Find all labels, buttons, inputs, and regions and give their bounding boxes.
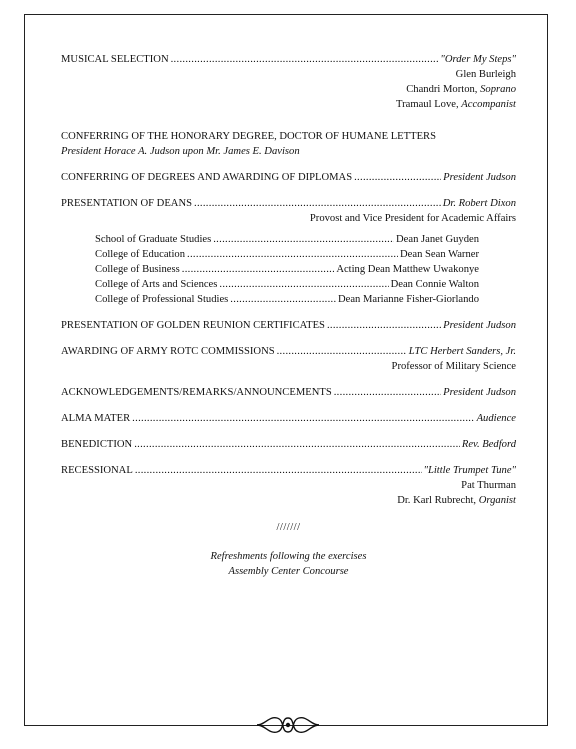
musical-selection-title: "Order My Steps"	[440, 54, 516, 65]
deans-label: PRESENTATION OF DEANS	[61, 198, 192, 209]
benediction-row	[61, 437, 516, 452]
acknowledgements-who: President Judson	[443, 387, 516, 398]
composer: Glen Burleigh	[455, 69, 516, 80]
honorary-degree-label: CONFERRING OF THE HONORARY DEGREE, DOCTOR OF HUMANE LETTERS	[61, 131, 437, 142]
soloist: Chandri Morton, Soprano	[406, 84, 516, 95]
deans-who-title: Provost and Vice President for Academic Affairs	[309, 213, 516, 224]
leader-dots	[277, 344, 407, 359]
benediction-who: Rev. Bedford	[461, 439, 516, 450]
program-content	[61, 52, 516, 579]
golden-reunion-who: President Judson	[443, 320, 516, 331]
accompanist: Tramaul Love, Accompanist	[396, 99, 516, 110]
benediction-label: BENEDICTION	[61, 439, 133, 450]
rotc-who-title: Professor of Military Science	[391, 361, 516, 372]
recessional-composer: Pat Thurman	[461, 480, 516, 491]
dean-list-item: College of Business ..... Acting Dean Matthew Uwakonye	[95, 262, 479, 277]
rotc-row	[61, 344, 516, 359]
degrees-row	[61, 170, 516, 185]
degrees-who: President Judson	[443, 172, 516, 183]
dean-list-item: College of Professional Studies ..... Dean Marianne Fisher-Giorlando	[95, 292, 479, 307]
musical-selection-label: MUSICAL SELECTION	[61, 54, 169, 65]
dean-list-item: College of Arts and Sciences ..... Dean Connie Walton	[95, 277, 479, 292]
leader-dots	[132, 411, 474, 426]
acknowledgements-row	[61, 385, 516, 400]
leader-dots	[171, 52, 439, 67]
rotc-label: AWARDING OF ARMY ROTC COMMISSIONS	[61, 346, 275, 357]
leader-dots	[354, 170, 441, 185]
alma-mater-who: Audience	[476, 413, 516, 424]
golden-reunion-row	[61, 318, 516, 333]
organist: Dr. Karl Rubrecht, Organist	[397, 495, 516, 506]
golden-reunion-label: PRESENTATION OF GOLDEN REUNION CERTIFICATES	[61, 320, 325, 331]
recessional-label: RECESSIONAL	[61, 465, 133, 476]
footer-line-2: Assembly Center Concourse	[228, 566, 349, 577]
dean-list-item: College of Education ..... Dean Sean Warner	[95, 247, 479, 262]
acknowledgements-label: ACKNOWLEDGEMENTS/REMARKS/ANNOUNCEMENTS	[61, 387, 332, 398]
alma-mater-row	[61, 411, 516, 426]
leader-dots	[135, 463, 422, 478]
leader-dots	[134, 437, 460, 452]
alma-mater-label: ALMA MATER	[61, 413, 131, 424]
musical-selection-row	[61, 52, 516, 67]
recessional-title: "Little Trumpet Tune"	[423, 465, 516, 476]
recessional-row	[61, 463, 516, 478]
leader-dots	[334, 385, 441, 400]
dean-list	[61, 232, 516, 307]
deans-who: Dr. Robert Dixon	[442, 198, 516, 209]
section-separator: ///////	[276, 522, 301, 533]
honorary-degree-detail: President Horace A. Judson upon Mr. James E. Davison	[61, 146, 300, 157]
leader-dots	[327, 318, 441, 333]
deans-row	[61, 196, 516, 211]
dean-list-item: School of Graduate Studies ..... Dean Janet Guyden	[95, 232, 479, 247]
flourish-ornament-icon	[255, 712, 321, 738]
leader-dots	[194, 196, 441, 211]
degrees-label: CONFERRING OF DEGREES AND AWARDING OF DIPLOMAS	[61, 172, 353, 183]
footer-line-1: Refreshments following the exercises	[210, 551, 367, 562]
rotc-who: LTC Herbert Sanders, Jr.	[408, 346, 516, 357]
